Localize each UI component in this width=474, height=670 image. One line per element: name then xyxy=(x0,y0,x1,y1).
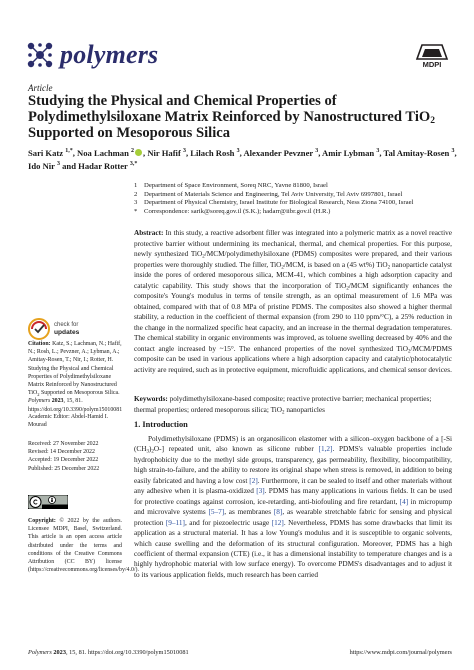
keywords: Keywords: polydimethylsiloxane-based composite; reactive protective barrier; mechanical properties; thermal properties; ordered mesoporous silica; TiO$_2$ nanoparticles xyxy=(134,395,432,415)
citation-link[interactable]: [2] xyxy=(249,476,258,485)
abstract: Abstract: In this study, a reactive adsorbent filler was integrated into a polymeric matrix as a novel reactive protective barrier without undermining its mechanical, thermal, and chemical properties. For this purpose, newly synthesized TiO$_2$/MCM/polydimethylsiloxane (PDMS) composites were prepared, and their various properties were thoroughly studied. The filler, TiO$_2$/MCM, is based on a (45 wt%) TiO$_2$ nanoparticle catalyst inside the pores of ordered mesoporous silica, MCM-41, which combines a high adsorption capacity and catalytic capability. This study shows that the incorporation of TiO$_2$/MCM significantly enhances the composite's Young's modulus in terms of tensile strength, as an optimal measurement of 1.6 MPa was obtained, compared with that of 0.8 MPa of pristine PDMS. The composites also showed a higher thermal stability, a reduction in the coefficient of thermal expansion (from 290 to 110 ppm/°C), a 25% reduction in the change in the normalized specific heat capacity, and an increase in the thermal degradation temperatures. The chemical stability in organic environments was improved, as toluene swelling decreased by 40% and the contact angle increased by ~15°. The enhanced properties of the novel synthesized TiO$_2$/MCM/PDMS composite can be used in various applications where a high adsorption capacity and catalytic/photocatalytic activity are required, such as in protective equipment, microfluidic applications, and chemical sensor devices. xyxy=(134,229,452,374)
check-title: check for xyxy=(54,322,79,328)
publisher-name: MDPI xyxy=(422,60,442,69)
check-updates-icon xyxy=(28,318,50,340)
citation-link[interactable]: [8] xyxy=(273,508,283,517)
copyright-notice: Copyright: © 2022 by the authors. Licensee MDPI, Basel, Switzerland. This article is an open access article distributed under the terms and conditions of the Creative Commons Attribution (CC BY) license (https://creativecommons.org/licenses/by/4.0/). xyxy=(28,518,139,574)
affiliation-item: 1 Department of Space Environment, Soreq NRC, Yavne 81800, Israel xyxy=(134,182,328,189)
publication-dates xyxy=(28,440,122,473)
affiliation-item: 2 Department of Materials Science and Engineering, Tel Aviv University, Tel Aviv 6997801, Israel xyxy=(134,190,403,198)
affiliations xyxy=(134,182,454,216)
date-revised: Revised: 14 December 2022 xyxy=(28,449,95,456)
correspondence[interactable]: * Correspondence: sarik@soreq.gov.il (S.K.); hadarr@iibr.gov.il (H.R.) xyxy=(134,207,331,215)
footer-journal-url[interactable]: https://www.mdpi.com/journal/polymers xyxy=(349,649,452,656)
date-received: Received: 27 November 2022 xyxy=(28,441,99,447)
mdpi-logo[interactable] xyxy=(414,44,450,68)
cc-by-license-icon[interactable] xyxy=(28,495,68,509)
paper-title: Studying the Physical and Chemical Properties of Polydimethylsiloxane Matrix Reinforced by Nanostructured TiO$_2$ Supported on Mesoporous Silica xyxy=(28,93,436,141)
date-published: Published: 25 December 2022 xyxy=(28,465,100,472)
academic-editor: Academic Editor: Abdel-Hamid I. Mourad xyxy=(28,414,109,429)
author[interactable]: Sari Katz $^{1,*}$ xyxy=(28,147,73,158)
citation-block: Citation: Katz, S.; Lachman, N.; Hafif, N.; Rosh, L.; Pevzner, A.; Lybman, A.; Amitay-Rosen, T.; Nir, I.; Rotter, H. Studying the Physical and Chemical Properties of Polydimethylsiloxane Matrix Reinforced by Nanostructured TiO$_2$ Supported on Mesoporous Silica. Polymers 2023, 15, 81. https://doi.org/10.3390/polym15010081 xyxy=(28,341,123,413)
author[interactable]: Alexander Pevzner $^3$ xyxy=(243,147,319,158)
affiliation-item: 3 Department of Physical Chemistry, Israel Institute for Biological Research, Ness Ziona 74100, Israel xyxy=(134,199,414,207)
article-type: Article xyxy=(28,83,53,93)
author[interactable]: Hadar Rotter $^{3,*}$ xyxy=(78,161,138,172)
check-sub: updates xyxy=(54,329,80,336)
citation-link[interactable]: [3] xyxy=(256,487,265,496)
citation-link[interactable]: [12] xyxy=(271,518,284,527)
citation-link[interactable]: [4] xyxy=(399,497,409,506)
author[interactable]: Amir Lybman $^3$ xyxy=(322,147,380,158)
footer-citation[interactable]: Polymers 2023, 15, 81. https://doi.org/10.3390/polym15010081 xyxy=(28,649,189,656)
check-for-updates[interactable] xyxy=(28,318,79,340)
author[interactable]: Noa Lachman $^2$ xyxy=(77,148,143,158)
journal-name: polymers xyxy=(60,40,159,69)
polymers-logo-icon xyxy=(26,41,54,69)
author[interactable]: Lilach Rosh $^3$ xyxy=(190,147,240,158)
date-accepted: Accepted: 19 December 2022 xyxy=(28,457,99,464)
introduction-body: Polydimethylsiloxane (PDMS) is an organosilicon elastomer with a silicon–oxygen backbone of a [-Si $(CH_3)_2O-$] repeated unit, also known as silicone rubber [1,2]. PDMS's valuable properties include hydrophobicity due to the methyl side groups, transparency, gas permeability, flexibility, biocompatibility, high strain-to-failure, and the ability to restore its original shape when stress is removed, in addition to being easily fabricated and having a low cost [2]. Furthermore, it can be sealed to itself and other materials without any adhesive when it is plasma-oxidized [3]. PDMS has many applications in various fields. It can be used for protective coatings against corrosion, ice-retarding, anti-biofouling and fire retardant, [4] in micropump and microvalve systems [5–7], as membranes [8], as wearable stretchable fabric for sensing and physical protection [9–11], and for piezoelectric usage [12]. Nevertheless, PDMS has some drawbacks that limit its application as a structural material. It has a low Young's modulus and it is susceptible to organic solvents, which cause swelling and the deformation of its structural configuration. Moreover, PDMS has a high coefficient of thermal expansion (CTE) (i.e., it has a dimensional instability to temperature changes and is a highly hydrophobic material with low surface energy). To overcome PDMS's disadvantages and to adjust it to its various application fields, much research has been carried xyxy=(134,435,452,579)
citation-link[interactable]: [1,2] xyxy=(318,445,333,454)
author-list: Sari Katz $^{1,*}$, Noa Lachman $^2$ , Nir Hafif $^3$, Lilach Rosh $^3$, Alexander Pevzner $^3$, Amir Lybman $^3$, Tal Amitay-Rosen $^3$, Ido Nir $^3$ and Hadar Rotter $^{3,*}$ xyxy=(28,147,457,172)
citation-link[interactable]: [5–7] xyxy=(208,508,225,517)
author[interactable]: Tal Amitay-Rosen $^3$ xyxy=(383,147,455,158)
section-heading-introduction: 1. Introduction xyxy=(134,420,188,429)
author[interactable]: Nir Hafif $^3$ xyxy=(147,147,186,158)
mdpi-logo-icon xyxy=(414,44,450,60)
orcid-icon[interactable] xyxy=(135,149,142,156)
author[interactable]: Ido Nir $^3$ xyxy=(28,161,60,172)
page-footer xyxy=(28,649,452,656)
journal-logo[interactable] xyxy=(26,40,158,70)
citation-link[interactable]: [9–11] xyxy=(165,518,185,527)
